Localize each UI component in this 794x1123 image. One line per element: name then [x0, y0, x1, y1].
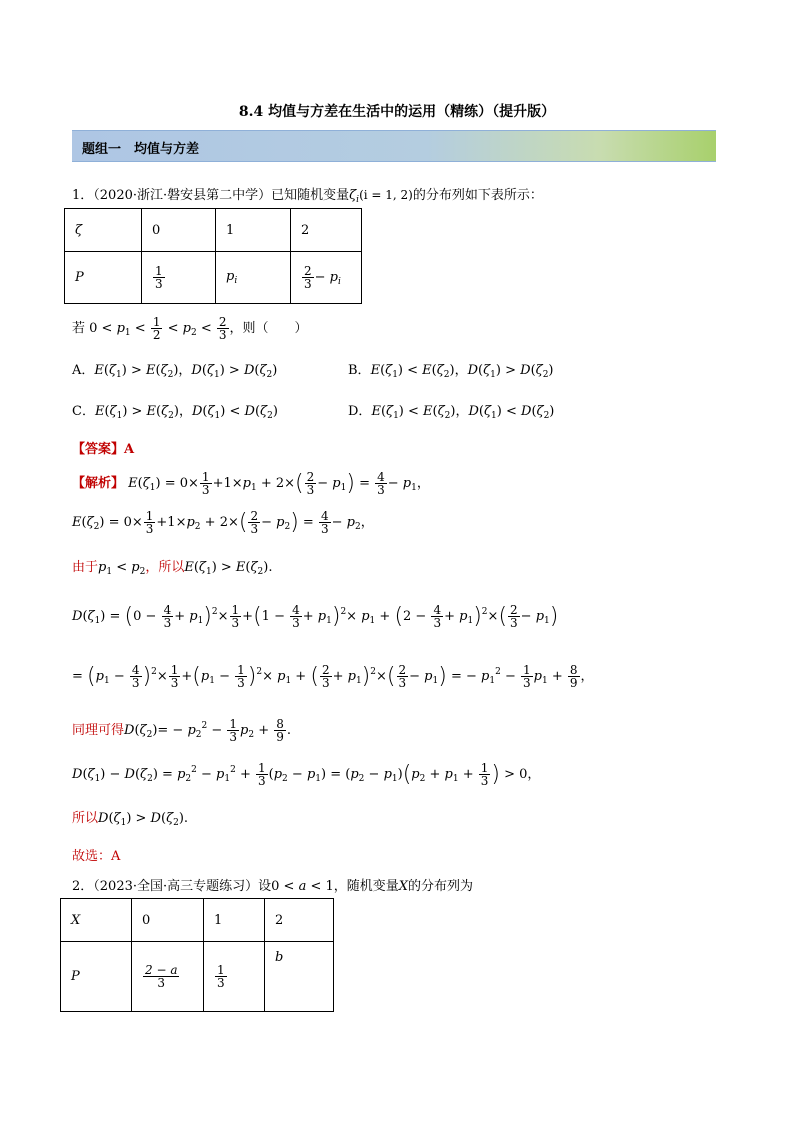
- analysis-line-8: 所以$D(\zeta_1) > D(\zeta_2)$.: [72, 811, 189, 828]
- table-cell: $\frac{1}{3}$: [142, 252, 216, 304]
- table-cell: $\frac{1}{3}$: [204, 942, 265, 1012]
- analysis-line-3: 由于$p_1 < p_2$，所以$E(\zeta_1) > E(\zeta_2)$.: [72, 560, 273, 577]
- condition-formula: $0 < p_1$ < $\frac{1}{2}$ < $p_2$ < $\frac{2}{3}$: [89, 315, 227, 342]
- choose-line: 故选：A: [72, 849, 121, 864]
- option-a[interactable]: A．$E(\zeta_1) > E(\zeta_2)$，$D(\zeta_1) > D(\zeta_2)$: [72, 363, 278, 380]
- table-cell: $p_i$: [216, 252, 291, 304]
- analysis-line-2: $E(\zeta_2) = 0\times$ $\frac{1}{3}$ $+1\times p_2 + 2\times$( $\frac{2}{3}$ − $p_2$) = $\frac{4}{3}$ − $p_2$，: [72, 509, 374, 536]
- table-cell: $\frac{2}{3}$ − $p_i$: [291, 252, 362, 304]
- answer-line: 【答案】A: [72, 442, 135, 457]
- q1-condition: 若 $0 < p_1$ < $\frac{1}{2}$ < $p_2$ < $\frac{2}{3}$ ，则（ ）: [72, 315, 308, 342]
- analysis-line-4: $D(\zeta_1) = (0$ − $\frac{4}{3}$ + $p_1)^2\times$ $\frac{1}{3}$ +(1 − $\frac{4}{3}$ + $p_1)^2\times p_1 + (2$ − $\frac{4}{3}$ + $p_1)^2\times$( $\frac{2}{3}$ − $p_1$): [72, 603, 559, 630]
- q2-stem: 2．（2023·全国·高三专题练习）设0 < a < 1，随机变量X的分布列为: [72, 879, 474, 894]
- table-header-cell: 1: [204, 899, 265, 942]
- analysis-line-6: 同理可得$D(\zeta_2)= - p_2^2$ − $\frac{1}{3}$ $p_2$ + $\frac{8}{9}$ .: [72, 717, 292, 744]
- table-row-label: P: [61, 942, 132, 1012]
- q2-distribution-table: [60, 898, 334, 1012]
- q1-distribution-table: [64, 208, 362, 304]
- q1-stem: 1．（2020·浙江·磐安县第二中学）已知随机变量$\zeta_i(i = 1$, 2)的分布列如下表所示：: [72, 188, 543, 205]
- table-header-cell: 0: [132, 899, 204, 942]
- option-b[interactable]: B．$E(\zeta_1) < E(\zeta_2)$，$D(\zeta_1) > D(\zeta_2)$: [348, 363, 554, 380]
- table-header-cell: 2: [265, 899, 334, 942]
- table-row-label: P: [65, 252, 142, 304]
- table-header-cell: 0: [142, 209, 216, 252]
- analysis-line-1: 【解析】 $E(\zeta_1) = 0\times$ $\frac{1}{3}$ $+1\times p_1 + 2\times$( $\frac{2}{3}$ − $p_1$) = $\frac{4}{3}$ − $p_1$，: [72, 470, 430, 497]
- analysis-line-5: = ($p_1$ − $\frac{4}{3}$ )$^2$× $\frac{1}{3}$ $+(p_1$ − $\frac{1}{3}$ )$^2\times p_1$ + ( $\frac{2}{3}$ + $p_1)^2\times$( $\frac{2}{3}$ − $p_1$) = − $p_1^2$ − $\frac{1}{3}$ $p_1$ + $\frac{8}{9}$ ，: [72, 663, 594, 690]
- table-cell: $\frac{2 - a}{3}$: [132, 942, 204, 1012]
- table-header-cell: 1: [216, 209, 291, 252]
- section-title: 题组一 均值与方差: [82, 142, 200, 157]
- option-c[interactable]: C．$E(\zeta_1) > E(\zeta_2)$，$D(\zeta_1) < D(\zeta_2)$: [72, 404, 278, 421]
- page-title: 8.4 均值与方差在生活中的运用（精练）（提升版）: [238, 104, 556, 120]
- table-header-cell: ζ: [65, 209, 142, 252]
- table-cell: b: [265, 942, 334, 1012]
- section-banner: [72, 130, 716, 162]
- table-header-cell: X: [61, 899, 132, 942]
- option-d[interactable]: D．$E(\zeta_1) < E(\zeta_2)$，$D(\zeta_1) < D(\zeta_2)$: [348, 404, 555, 421]
- table-header-cell: 2: [291, 209, 362, 252]
- analysis-line-7: $D(\zeta_1) - D(\zeta_2) = p_2^2 - p_1^2$ + $\frac{1}{3}$ $(p_2 - p_1) = (p_2 - p_1)(p_2 + p_1$ + $\frac{1}{3}$ ) > 0，: [72, 761, 541, 788]
